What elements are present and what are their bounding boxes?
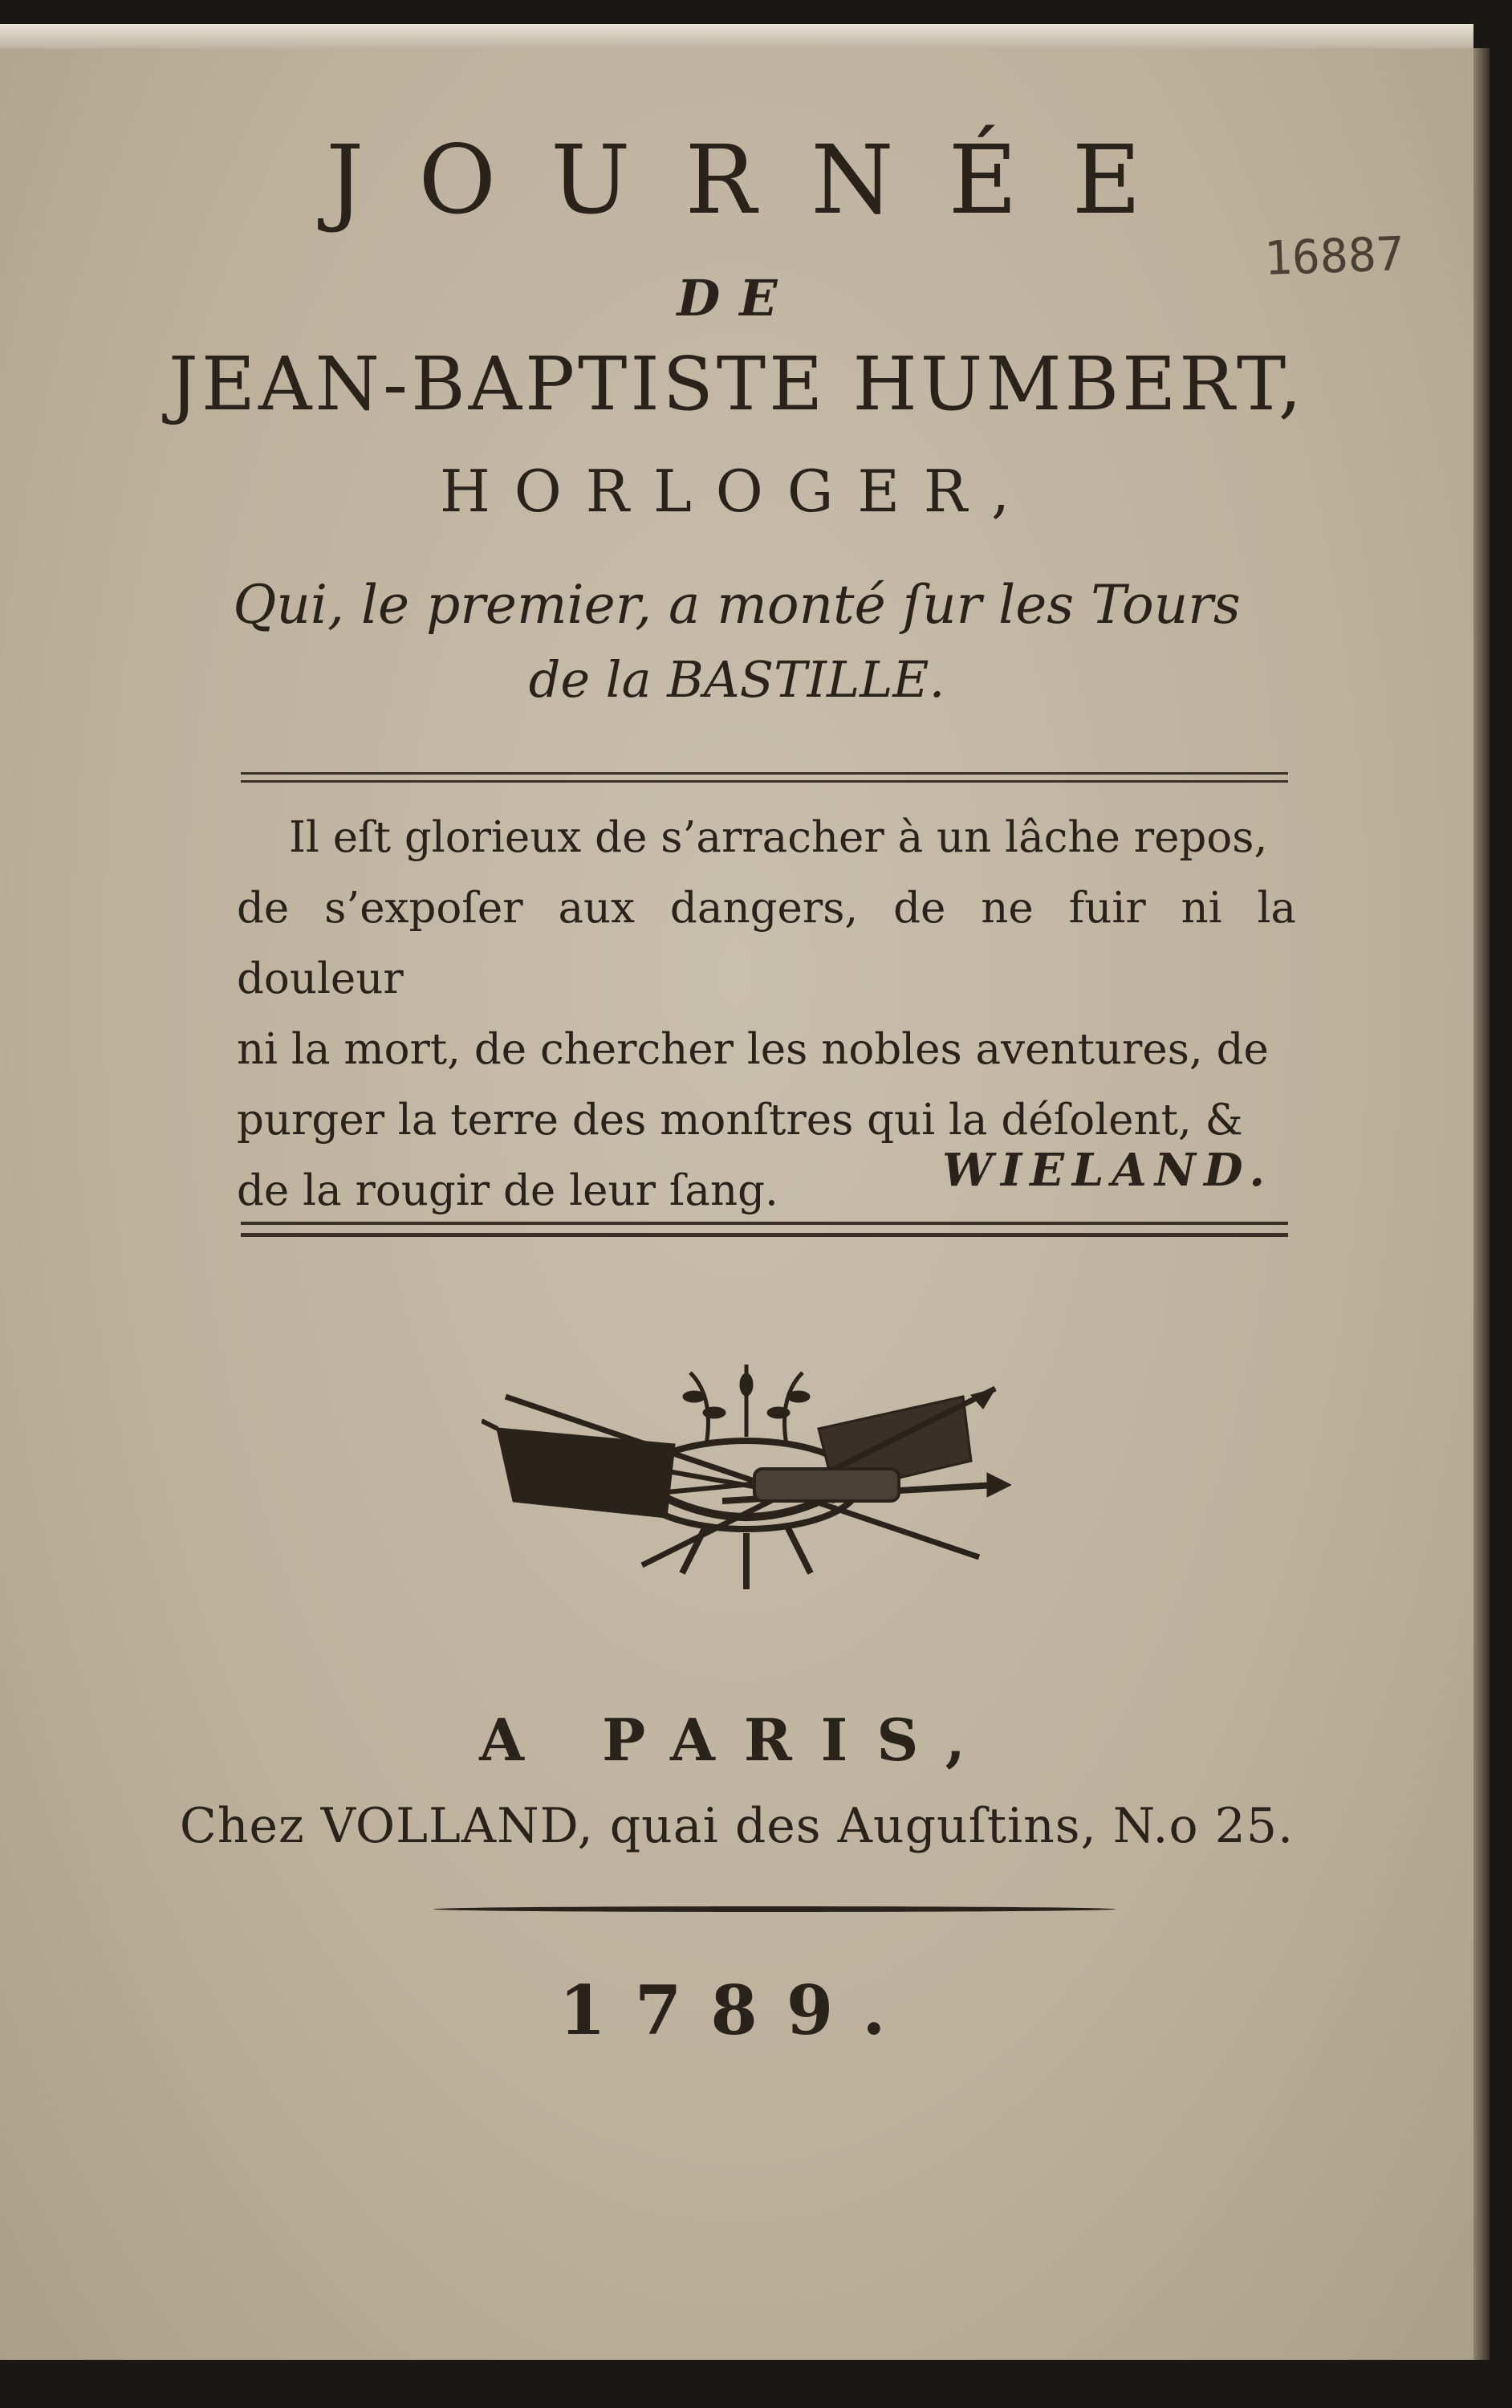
handwritten-shelfmark: 16887 [1262,226,1405,287]
author-name: JEAN-BAPTISTE HUMBERT, [169,341,1305,427]
epigraph-author: WIELAND. [942,1144,1273,1197]
profession: HORLOGER, [439,458,1034,525]
imprint-place: A PARIS, [479,1706,994,1774]
divider-rule [241,1222,1288,1237]
imprint-year: 1789. [559,1971,915,2050]
title-de: DE [677,269,797,327]
page-top-edge [0,24,1473,51]
trophy-ornament-icon [482,1365,1011,1589]
title-page [0,48,1473,2360]
epigraph-line: de s’expoſer aux dangers, de ne fuir ni la douleur [237,884,1296,1003]
divider-rule [241,772,1288,783]
divider-rule [433,1906,1116,1912]
epigraph-line: purger la terre des monſtres qui la déſolent, & [237,1096,1243,1145]
epigraph-line: Il eſt glorieux de s’arracher à un lâche repos, [289,813,1268,862]
title: JOURNÉE [326,124,1196,235]
subtitle-line-2: de la BASTILLE. [528,650,945,709]
epigraph-line: de la rougir de leur ſang. [237,1166,778,1215]
subtitle-line-1: Qui, le premier, a monté ſur les Tours [233,574,1241,636]
page-right-edge [1473,48,1490,2360]
epigraph-line: ni la mort, de chercher les nobles aventures, de [237,1025,1269,1074]
imprint-publisher: Chez VOLLAND, quai des Auguſtins, N.o 25. [179,1798,1295,1854]
